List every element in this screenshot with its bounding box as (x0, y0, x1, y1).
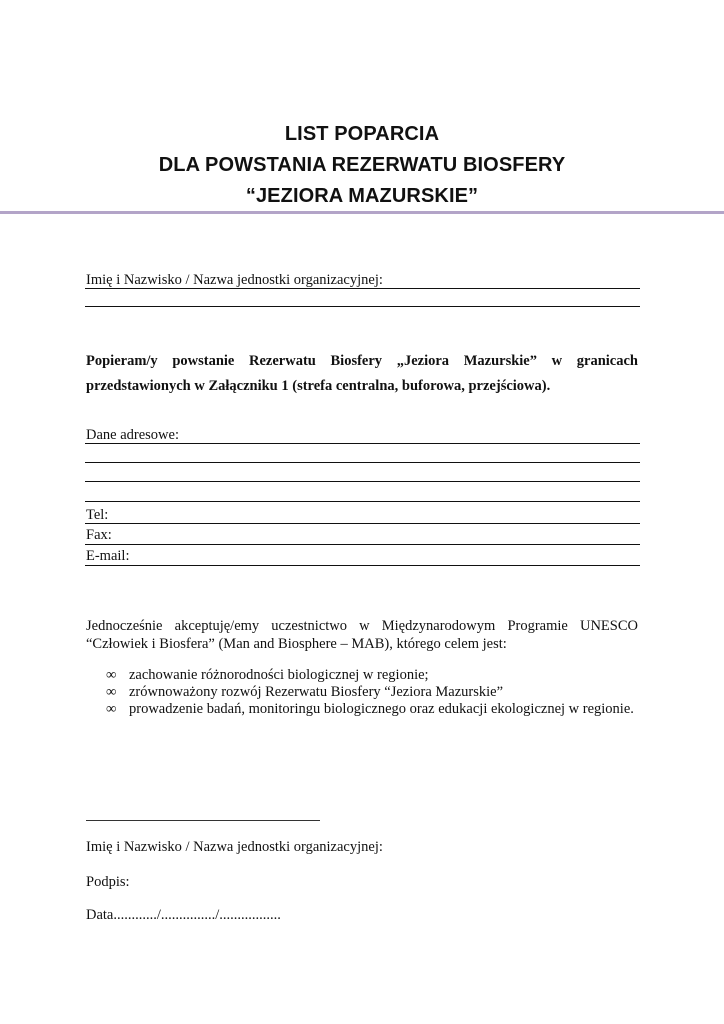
title-line-3: “JEZIORA MAZURSKIE” (245, 185, 479, 207)
support-statement-line-1: Popieram/y powstanie Rezerwatu Biosfery „Jeziora Mazurskie” w granicach (86, 353, 638, 369)
address-field-line-2[interactable] (85, 462, 640, 463)
fax-field-label: Fax: (86, 527, 112, 543)
signature-name-label: Imię i Nazwisko / Nazwa jednostki organizacyjnej: (86, 839, 383, 855)
goal-text: prowadzenie badań, monitoringu biologicznego oraz edukacji ekologicznej w regionie. (129, 701, 634, 717)
signature-line[interactable] (86, 820, 320, 821)
unesco-statement-line-1: Jednocześnie akceptuję/emy uczestnictwo w Międzynarodowym Programie UNESCO (86, 618, 638, 634)
goals-list (106, 667, 634, 718)
signature-label: Podpis: (86, 874, 130, 890)
date-field[interactable]: Data............/.............../................. (86, 907, 281, 923)
tel-field-line[interactable] (85, 523, 640, 524)
support-statement-line-2: przedstawionych w Załączniku 1 (strefa centralna, buforowa, przejściowa). (86, 378, 551, 394)
infinity-bullet-icon: ∞ (106, 667, 117, 683)
address-field-line-3[interactable] (85, 481, 640, 482)
unesco-statement (86, 617, 638, 653)
infinity-bullet-icon: ∞ (106, 684, 117, 700)
name-field-line-2[interactable] (85, 306, 640, 307)
title-line-1: LIST POPARCIA (284, 123, 440, 145)
address-field-line-4[interactable] (85, 501, 640, 502)
header-divider (0, 211, 724, 214)
tel-field-label: Tel: (86, 507, 109, 523)
name-field-line-1[interactable] (85, 288, 640, 289)
address-field-label: Dane adresowe: (86, 427, 179, 443)
document-title (0, 119, 724, 212)
title-line-2: DLA POWSTANIA REZERWATU BIOSFERY (158, 154, 566, 176)
goal-text: zachowanie różnorodności biologicznej w regionie; (129, 667, 429, 683)
name-field-label: Imię i Nazwisko / Nazwa jednostki organizacyjnej: (86, 272, 383, 288)
email-field-line[interactable] (85, 565, 640, 566)
unesco-statement-line-2: “Człowiek i Biosfera” (Man and Biosphere – MAB), którego celem jest: (86, 636, 507, 652)
infinity-bullet-icon: ∞ (106, 701, 117, 717)
goal-text: zrównoważony rozwój Rezerwatu Biosfery “Jeziora Mazurskie” (129, 684, 504, 700)
list-item (106, 667, 634, 684)
email-field-label: E-mail: (86, 548, 130, 564)
list-item (106, 684, 634, 701)
support-statement (86, 349, 638, 399)
fax-field-line[interactable] (85, 544, 640, 545)
address-field-line-1[interactable] (85, 443, 640, 444)
list-item (106, 701, 634, 718)
